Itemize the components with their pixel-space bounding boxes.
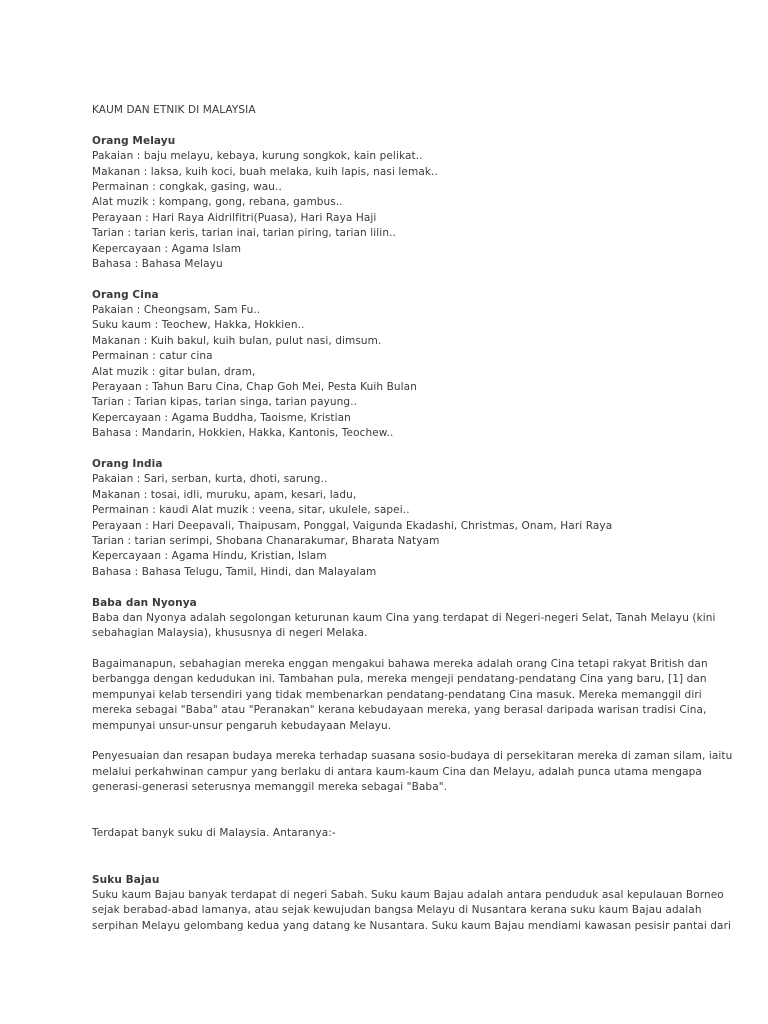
india-line: Makanan : tosai, idli, muruku, apam, kesari, ladu, [92,488,357,501]
melayu-line: Pakaian : baju melayu, kebaya, kurung songkok, kain pelikat.. [92,150,423,163]
document-body [92,103,733,934]
section-heading-cina: Orang Cina [92,288,159,301]
melayu-line: Bahasa : Bahasa Melayu [92,257,223,270]
section-heading-baba: Baba dan Nyonya [92,596,197,609]
bajau-line: sejak berabad-abad lamanya, atau sejak kewujudan bangsa Melayu di Nusantara kerana suku kaum Bajau adalah [92,904,702,917]
india-line: Permainan : kaudi Alat muzik : veena, sitar, ukulele, sapei.. [92,504,410,517]
melayu-line: Kepercayaan : Agama Islam [92,242,242,255]
cina-line: Tarian : Tarian kipas, tarian singa, tarian payung.. [92,396,358,409]
india-line: Kepercayaan : Agama Hindu, Kristian, Islam [92,550,327,563]
india-line: Bahasa : Bahasa Telugu, Tamil, Hindi, dan Malayalam [92,565,377,578]
melayu-line: Perayaan : Hari Raya Aidrilfitri(Puasa), Hari Raya Haji [92,211,377,224]
cina-line: Bahasa : Mandarin, Hokkien, Hakka, Kantonis, Teochew.. [92,427,394,440]
section-heading-melayu: Orang Melayu [92,134,176,147]
cina-line: Alat muzik : gitar bulan, dram, [92,365,256,378]
baba-paragraph-line: sebahagian Malaysia), khususnya di negeri Melaka. [92,627,368,640]
bajau-line: Suku kaum Bajau banyak terdapat di negeri Sabah. Suku kaum Bajau adalah antara penduduk asal kepulauan Borneo [92,888,724,901]
baba-paragraph-line: mempunyai kelab tersendiri yang tidak membenarkan pendatang-pendatang Cina masuk. Mereka memanggil diri [92,688,702,701]
cina-line: Perayaan : Tahun Baru Cina, Chap Goh Mei, Pesta Kuih Bulan [92,381,417,394]
melayu-line: Makanan : laksa, kuih koci, buah melaka, kuih lapis, nasi lemak.. [92,165,438,178]
baba-paragraph-line: generasi-generasi seterusnya memanggil mereka sebagai "Baba". [92,781,448,794]
cina-line: Suku kaum : Teochew, Hakka, Hokkien.. [92,319,305,332]
document-title: KAUM DAN ETNIK DI MALAYSIA [92,104,256,116]
baba-paragraph-line: Baba dan Nyonya adalah segolongan keturunan kaum Cina yang terdapat di Negeri-negeri Selat, Tanah Melayu (kini [92,611,716,624]
melayu-line: Alat muzik : kompang, gong, rebana, gambus.. [92,196,343,209]
baba-paragraph-line: Bagaimanapun, sebahagian mereka enggan mengakui bahawa mereka adalah orang Cina tetapi rakyat British dan [92,658,708,671]
section-heading-india: Orang India [92,457,163,470]
india-line: Perayaan : Hari Deepavali, Thaipusam, Ponggal, Vaigunda Ekadashi, Christmas, Onam, Hari Raya [92,519,613,532]
india-line: Tarian : tarian serimpi, Shobana Chanarakumar, Bharata Natyam [92,534,440,547]
suku-intro: Terdapat banyk suku di Malaysia. Antaranya:- [92,827,336,840]
baba-paragraph-line: mereka sebagai "Baba" atau "Peranakan" kerana kebudayaan mereka, yang berasal daripada warisan tradisi Cina, [92,704,707,717]
baba-paragraph-line: mempunyai unsur-unsur pengaruh kebudayaan Melayu. [92,719,392,732]
cina-line: Pakaian : Cheongsam, Sam Fu.. [92,304,261,317]
section-heading-bajau: Suku Bajau [92,873,160,886]
baba-paragraph-line: melalui perkahwinan campur yang berlaku di antara kaum-kaum Cina dan Melayu, adalah punca utama mengapa [92,765,702,778]
melayu-line: Permainan : congkak, gasing, wau.. [92,180,282,193]
bajau-line: serpihan Melayu gelombang kedua yang datang ke Nusantara. Suku kaum Bajau mendiami kawasan pesisir pantai dari [92,919,732,932]
melayu-line: Tarian : tarian keris, tarian inai, tarian piring, tarian lilin.. [92,227,396,240]
cina-line: Kepercayaan : Agama Buddha, Taoisme, Kristian [92,411,351,424]
baba-paragraph-line: berbangga dengan kedudukan ini. Tambahan pula, mereka mengeji pendatang-pendatang Cina yang baru, [1] dan [92,673,707,686]
baba-paragraph-line: Penyesuaian dan resapan budaya mereka terhadap suasana sosio-budaya di persekitaran mereka di zaman silam, iaitu [92,750,733,763]
cina-line: Makanan : Kuih bakul, kuih bulan, pulut nasi, dimsum. [92,334,382,347]
india-line: Pakaian : Sari, serban, kurta, dhoti, sarung.. [92,473,328,486]
cina-line: Permainan : catur cina [92,350,213,363]
